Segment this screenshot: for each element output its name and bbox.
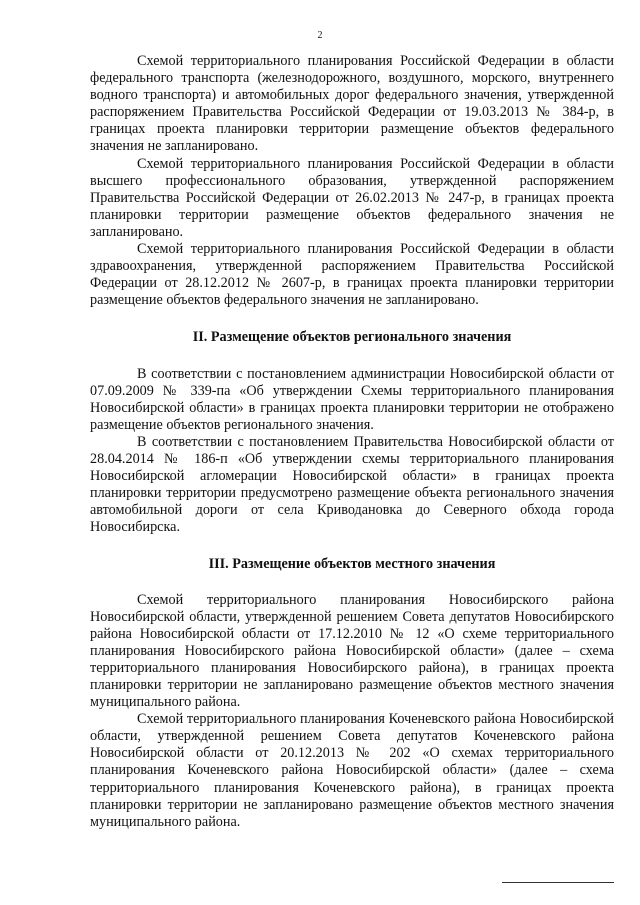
paragraph-federal-transport: Схемой территориального планирования Российской Федерации в области федерального транспорта (железнодорожного, воздушного, морского, внутреннего водного транспорта) и автомобильных дорог федерального значения, утвержденной распоряжением Правительства Российской Федерации от 19.03.2013 № 384-р, в границах проекта планировки территории размещение объектов федерального значения не запланировано. bbox=[90, 53, 614, 155]
document-body bbox=[90, 53, 614, 831]
paragraph-federal-healthcare: Схемой территориального планирования Российской Федерации в области здравоохранения, утвержденной распоряжением Правительства Российской Федерации от 28.12.2012 № 2607-р, в границах проекта планировки территории размещение объектов федерального значения не запланировано. bbox=[90, 241, 614, 309]
page-number: 2 bbox=[317, 30, 323, 41]
section-heading-regional: II. Размещение объектов регионального значения bbox=[192, 329, 512, 346]
footer-rule bbox=[502, 882, 614, 883]
paragraph-regional-scheme: В соответствии с постановлением администрации Новосибирской области от 07.09.2009 № 339-па «Об утверждении Схемы территориального планирования Новосибирской области» в границах проекта планировки территории не отображено размещение объектов регионального значения. bbox=[90, 365, 614, 433]
paragraph-regional-agglomeration: В соответствии с постановлением Правительства Новосибирской области от 28.04.2014 № 186-п «Об утверждении схемы территориального планирования Новосибирской агломерации Новосибирской области» в границах проекта планировки территории предусмотрено размещение объекта регионального значения автомобильной дороги от села Криводановка до Северного обхода города Новосибирска. bbox=[90, 433, 614, 536]
paragraph-local-novosibirsk: Схемой территориального планирования Новосибирского района Новосибирской области, утвержденной решением Совета депутатов Новосибирского района Новосибирской области от 17.12.2010 № 12 «О схеме территориального планирования Новосибирского района Новосибирской области» (далее – схема территориального планирования Новосибирского района), в границах проекта планировки территории не запланировано размещение объектов местного значения муниципального района. bbox=[90, 591, 614, 711]
paragraph-local-kochenevo: Схемой территориального планирования Коченевского района Новосибирской области, утвержденной решением Совета депутатов Коченевского района Новосибирской области от 20.12.2013 № 202 «О схемах территориального планирования Коченевского района Новосибирской области» (далее – схема территориального планирования Коченевского района), в границах проекта планировки территории не запланировано размещение объектов местного значения муниципального района. bbox=[90, 711, 614, 830]
section-heading-local: III. Размещение объектов местного значения bbox=[208, 556, 496, 573]
paragraph-federal-education: Схемой территориального планирования Российской Федерации в области высшего профессионального образования, утвержденной распоряжением Правительства Российской Федерации от 26.02.2013 № 247-р, в границах проекта планировки территории размещение объектов федерального значения не запланировано. bbox=[90, 155, 614, 240]
